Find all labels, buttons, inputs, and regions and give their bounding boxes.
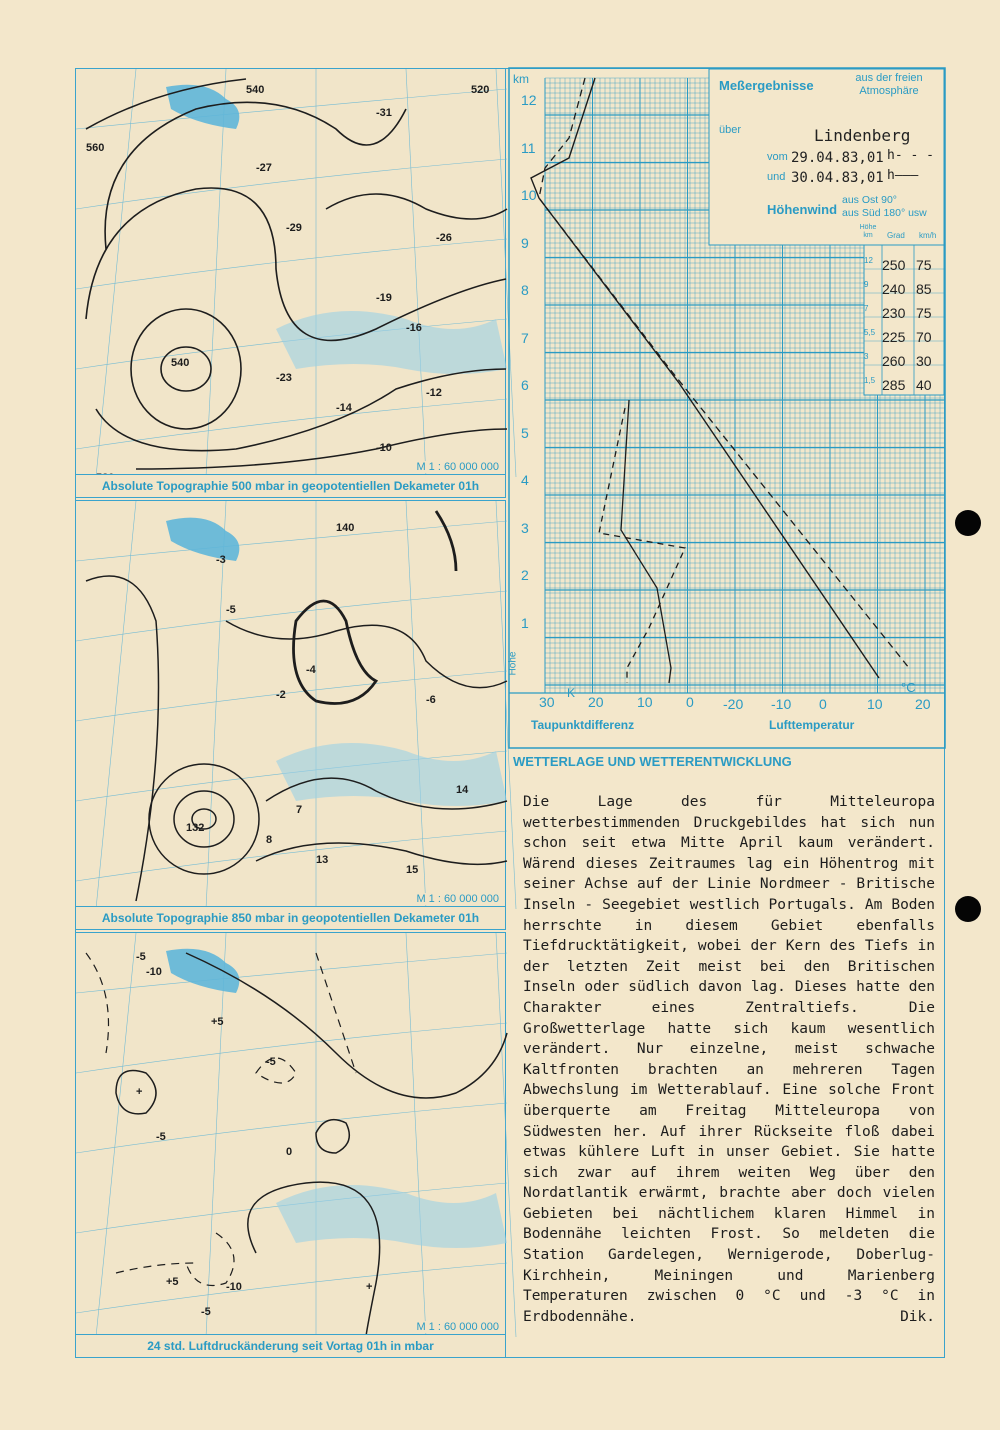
map-value-label: -10 (226, 1281, 242, 1293)
punch-hole (955, 510, 981, 536)
wind-header-degree: Grad (887, 231, 905, 240)
dewpoint-axis-label: Taupunktdifferenz (531, 718, 635, 732)
wind-speed: 85 (916, 281, 932, 297)
height-tick: 11 (521, 139, 536, 156)
height-tick: 6 (521, 377, 529, 393)
map-value-label: 8 (266, 834, 273, 846)
kelvin-label: K (567, 686, 576, 700)
temperature-tick: -10 (771, 696, 792, 712)
map-pressure-change (75, 932, 506, 1358)
wind-south: aus Süd 180° usw (842, 207, 927, 219)
to-line-style: h——— (887, 168, 919, 183)
map-value-label: 132 (186, 822, 205, 834)
map-value-label: -26 (436, 232, 452, 244)
map-value-label: -14 (336, 402, 352, 414)
map-value-label: + (136, 1086, 143, 1098)
height-tick: 10 (521, 187, 537, 203)
punch-hole (955, 896, 981, 922)
aerology-subtitle: aus der freien Atmosphäre (855, 72, 923, 97)
map-value-label: 0 (286, 1146, 293, 1158)
map-value-label: -5 (226, 604, 236, 616)
map-value-label: 560 (86, 142, 105, 154)
map-value-label: -27 (256, 162, 272, 174)
map-value-label: 15 (406, 864, 419, 876)
wind-row (864, 302, 942, 326)
map-value-label: -29 (286, 222, 302, 234)
wind-row (864, 254, 942, 278)
map-850mbar-drawing (76, 501, 507, 909)
height-tick: 4 (521, 472, 529, 488)
map-500mbar-caption: Absolute Topographie 500 mbar in geopotentiellen Dekameter 01h (76, 474, 505, 497)
wind-level: 9 (864, 280, 869, 289)
map-pressure-caption: 24 std. Luftdruckänderung seit Vortag 01h in mbar (76, 1334, 505, 1357)
map-500mbar-drawing (76, 69, 507, 477)
km-label: km (513, 72, 529, 86)
map-value-label: 7 (296, 804, 303, 816)
wind-level: 1,5 (864, 376, 876, 385)
map-value-label: 540 (246, 84, 265, 96)
map-value-label: -5 (201, 1306, 211, 1318)
map-value-label: -10 (376, 442, 392, 454)
dewpoint-tick: 20 (588, 694, 604, 710)
map-value-label: -10 (146, 966, 162, 978)
map-value-label: -3 (216, 554, 226, 566)
map-500mbar (75, 68, 506, 498)
wind-direction: 230 (882, 305, 906, 321)
dewpoint-tick: 0 (686, 694, 694, 710)
height-tick: 9 (521, 234, 529, 251)
wind-direction: 260 (882, 353, 906, 369)
from-label: vom (767, 151, 788, 163)
wind-row (864, 374, 942, 398)
wind-level: 7 (864, 304, 869, 313)
aerology-over-label: über (719, 124, 742, 136)
aerology-panel (509, 68, 945, 748)
weather-paragraph: Die Lage des für Mitteleuropa wetterbestimmenden Druckgebildes hat sich nun schon seit etwa Mitte April kaum verändert. Wärend dieses Zeitraumes lag ein Höhentrog mit seiner Achse auf der Linie Nordmeer - Britische Inseln - Seegebiet westlich Portugals. Am Boden herrschte in diesem Gebiet ebenfalls Tiefdrucktätigkeit, wobei der Kern des Tiefs in der letzten Zeit meist bei den Britischen Inseln oder südlich davon lag. Dieses hatte den Charakter eines Zentraltiefs. Die Großwetterlage hatte sich kaum wesentlich verändert. Nur einzelne, meist schwache Kaltfronten brachten an mehreren Tagen Abwechslung im Wetterablauf. Eine solche Front überquerte am Freitag Mitteleuropa von Südwesten her. Auf ihrer Rückseite floß dabei etwas kühlere Luft in unser Gebiet. Sie hatte sich zwar auf ihrem weiten Weg über den Nordatlantik erwärmt, brachte aber doch vielen Gebieten bei nächtlichem klaren Himmel in Bodennähe leichten Frost. So meldeten die Station Gardelegen, Wernigerode, Doberlug- Kirchhein, Meiningen und Marienberg Temperaturen zwischen 0 °C und -3 °C in Erdbodennähe. (523, 794, 935, 1325)
map-value-label: 520 (471, 84, 490, 96)
map-pressure-change-drawing (76, 933, 507, 1337)
wind-speed: 75 (916, 305, 932, 321)
map-value-label: -12 (426, 387, 442, 399)
map-850mbar (75, 500, 506, 930)
to-date: 30.04.83,01 (791, 170, 884, 186)
map-value-label: +5 (166, 1276, 179, 1288)
wind-title: Höhenwind (767, 202, 838, 217)
weather-body (523, 792, 935, 1327)
wind-level: 3 (864, 352, 869, 361)
map-value-label: -23 (276, 372, 292, 384)
height-tick: 12 (521, 92, 537, 108)
dewpoint-tick: 10 (637, 694, 653, 710)
wind-level: 12 (864, 256, 873, 265)
map-value-label: -31 (376, 107, 392, 119)
map-850mbar-caption: Absolute Topographie 850 mbar in geopotentiellen Dekameter 01h (76, 906, 505, 929)
dewpoint-tick: 30 (539, 694, 555, 710)
wind-speed: 40 (916, 377, 932, 393)
map-value-label: -2 (276, 689, 286, 701)
height-tick: 3 (521, 519, 529, 536)
map-pressure-scale: M 1 : 60 000 000 (416, 1321, 499, 1333)
wind-row (864, 326, 942, 350)
weather-text-panel (509, 750, 945, 1358)
temperature-tick: 20 (915, 696, 931, 712)
to-label: und (767, 171, 786, 183)
wind-east: aus Ost 90° (842, 194, 897, 206)
wind-direction: 240 (882, 281, 906, 297)
map-value-label: -16 (406, 322, 422, 334)
from-date: 29.04.83,01 (791, 150, 884, 166)
wind-direction: 285 (882, 377, 906, 393)
map-value-label: +5 (211, 1016, 224, 1028)
height-tick: 1 (521, 614, 529, 631)
map-value-label: -4 (306, 664, 316, 676)
temperature-tick: -20 (723, 696, 744, 712)
height-axis-label: Höhe (507, 651, 519, 676)
author-initials: Dik. (900, 1308, 935, 1325)
map-value-label: 13 (316, 854, 329, 866)
weather-heading: WETTERLAGE UND WETTERENTWICKLUNG (513, 754, 792, 769)
temperature-tick: 0 (819, 696, 827, 712)
height-tick: 5 (521, 424, 529, 441)
height-tick: 8 (521, 282, 529, 298)
map-850mbar-scale: M 1 : 60 000 000 (416, 893, 499, 905)
from-line-style: h- - - (887, 148, 934, 163)
wind-row (864, 350, 942, 374)
aerology-title: Meßergebnisse (719, 78, 814, 93)
wind-direction: 250 (882, 257, 906, 273)
height-tick: 7 (521, 329, 529, 346)
map-value-label: -19 (376, 292, 392, 304)
station-name: Lindenberg (814, 126, 911, 145)
map-value-label: + (366, 1281, 373, 1293)
map-value-label: 140 (336, 522, 355, 534)
wind-level: 5,5 (864, 328, 876, 337)
map-value-label: -6 (426, 694, 436, 706)
temperature-axis-label: Lufttemperatur (769, 718, 855, 732)
height-tick: 2 (521, 567, 529, 583)
map-500mbar-scale: M 1 : 60 000 000 (416, 461, 499, 473)
map-value-label: 14 (456, 784, 469, 796)
wind-header-speed: km/h (919, 231, 937, 240)
wind-direction: 225 (882, 329, 906, 345)
wind-speed: 75 (916, 257, 932, 273)
map-value-label: -5 (136, 951, 146, 963)
wind-row (864, 278, 942, 302)
map-value-label: 540 (171, 357, 190, 369)
wind-speed: 70 (916, 329, 932, 345)
wind-header-height: Höhe km (859, 224, 877, 239)
temperature-tick: 10 (867, 696, 883, 712)
map-value-label: -5 (266, 1056, 276, 1068)
map-value-label: -5 (156, 1131, 166, 1143)
wind-speed: 30 (916, 353, 932, 369)
celsius-label: °C (901, 680, 916, 695)
